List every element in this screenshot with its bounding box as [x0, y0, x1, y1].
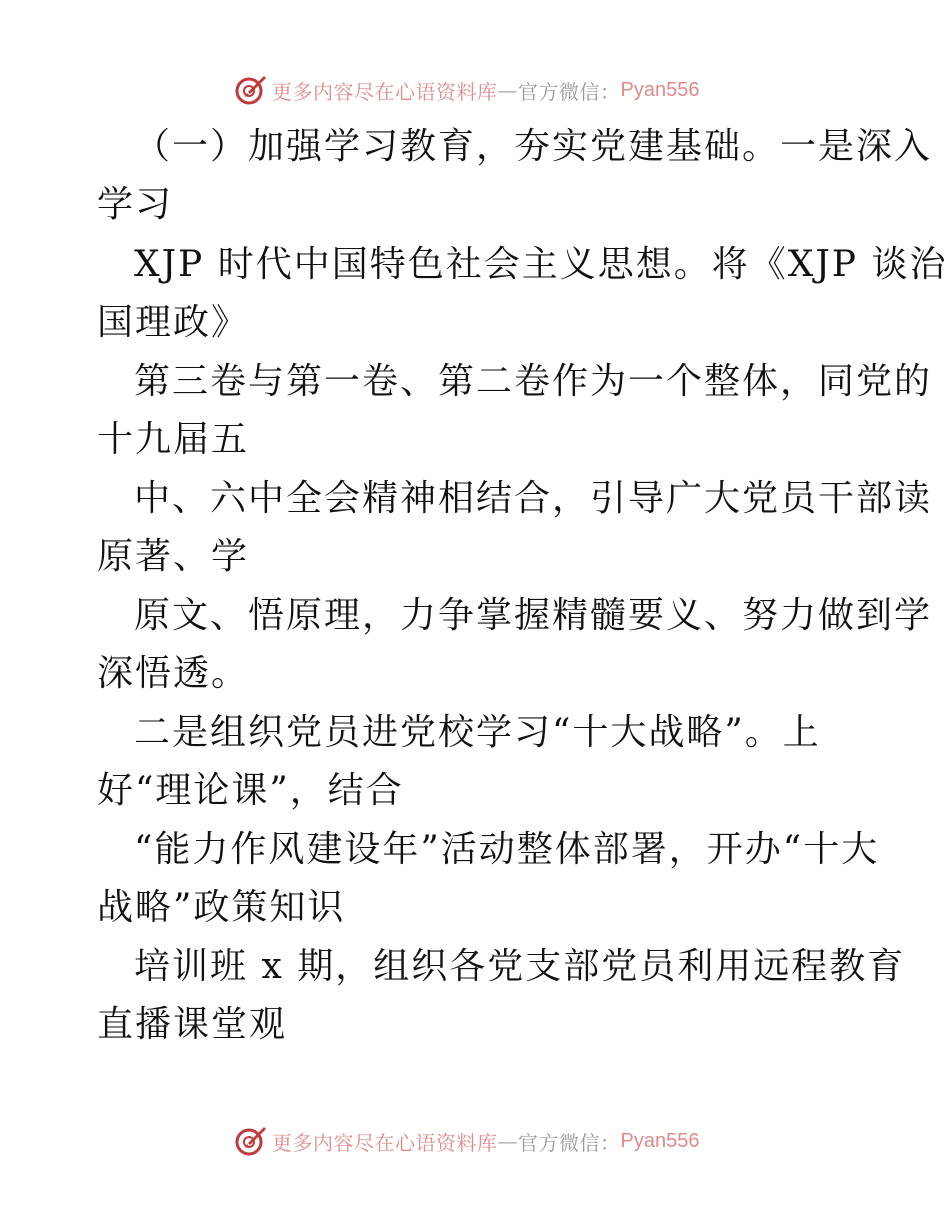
watermark-official-label: 官方微信：: [518, 1130, 621, 1155]
text-line: XJP 时代中国特色社会主义思想。将《XJP 谈治: [134, 244, 948, 285]
text-line: 第三卷与第一卷、第二卷作为一个整体，同党的: [134, 361, 933, 402]
watermark-text: 更多内容尽在心语资料库: [272, 79, 498, 104]
watermark-dash: —: [497, 78, 518, 102]
text-line: 原著、学: [97, 536, 250, 577]
text-line: （一）加强学习教育，夯实党建基础。一是深入: [134, 126, 933, 167]
watermark-wechat-id: Pyan556: [620, 1129, 700, 1152]
text-line: 原文、悟原理，力争掌握精髓要义、努力做到学: [134, 595, 933, 636]
pen-logo-icon: [234, 1124, 268, 1158]
text-line: 二是组织党员进党校学习“十大战略”。上: [134, 712, 821, 753]
header-watermark: [234, 73, 699, 107]
text-line: 学习: [97, 184, 174, 225]
watermark-official-label: 官方微信：: [518, 79, 621, 104]
text-line: 直播课堂观: [97, 1004, 288, 1045]
watermark-wechat-id: Pyan556: [620, 78, 700, 101]
text-line: 培训班 x 期，组织各党支部党员利用远程教育: [134, 946, 906, 987]
text-line: 国理政》: [97, 302, 250, 343]
footer-watermark: [234, 1124, 699, 1158]
text-line: 深悟透。: [97, 653, 250, 694]
text-line: 好“理论课”，结合: [97, 770, 404, 811]
watermark-text: 更多内容尽在心语资料库: [272, 1130, 498, 1155]
text-line: 十九届五: [97, 419, 250, 460]
watermark-dash: —: [497, 1129, 518, 1153]
pen-logo-icon: [234, 73, 268, 107]
text-line: “能力作风建设年”活动整体部署，开办“十大: [134, 829, 880, 870]
text-line: 战略”政策知识: [97, 887, 346, 928]
text-line: 中、六中全会精神相结合，引导广大党员干部读: [134, 478, 933, 519]
